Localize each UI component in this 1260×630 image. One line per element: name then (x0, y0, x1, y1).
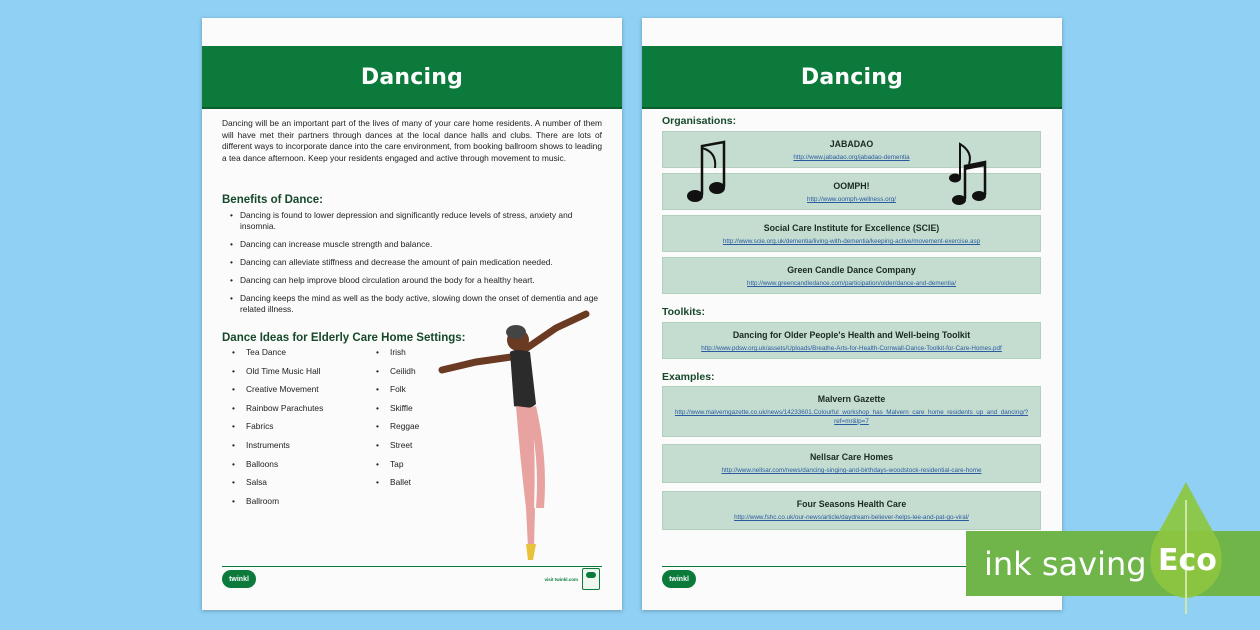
resource-title: Dancing for Older People's Health and Well-being Toolkit (732, 330, 971, 340)
list-item: • Folk (370, 384, 500, 403)
list-item: • Skiffle (370, 403, 500, 422)
list-item: • Ballroom (226, 496, 356, 515)
resource-link[interactable]: http://www.fshc.co.uk/our-news/article/daydream-believer-helps-lee-and-pat-go-viral/ (734, 514, 969, 521)
page-header (202, 46, 622, 108)
resource-link[interactable]: http://www.nellsar.com/news/dancing-singing-and-birthdays-woodstock-residential-care-home (721, 467, 982, 474)
list-item: • Dancing is found to lower depression and significantly reduce levels of stress, anxiety and insomnia. (230, 210, 600, 232)
list-item: • Dancing can increase muscle strength and balance. (230, 239, 600, 250)
examples-heading: Examples: (662, 371, 715, 383)
benefits-heading: Benefits of Dance: (222, 194, 323, 206)
resource-card (662, 386, 1041, 437)
list-item: • Dancing can help improve blood circulation around the body for a healthy heart. (230, 275, 600, 286)
list-item: • Creative Movement (226, 384, 356, 403)
accreditation-stamp-icon (582, 568, 600, 590)
resource-card (662, 215, 1041, 252)
list-item: • Reggae (370, 421, 500, 440)
list-item: • Dancing keeps the mind as well as the body active, slowing down the onset of dementia and age related illness. (230, 293, 600, 315)
list-item: • Old Time Music Hall (226, 366, 356, 385)
list-item: • Rainbow Parachutes (226, 403, 356, 422)
header-divider (642, 107, 1062, 109)
page-title: Dancing (800, 64, 904, 90)
list-item: • Salsa (226, 477, 356, 496)
resource-title: Green Candle Dance Company (787, 265, 916, 275)
page-title: Dancing (360, 64, 464, 90)
twinkl-logo: twinkl (222, 570, 256, 588)
resource-link[interactable]: http://www.pdsw.org.uk/assets/Uploads/Breathe-Arts-for-Health-Cornwall-Dance-Toolkit-for-Care-Homes.pdf (701, 345, 1002, 352)
resource-card (662, 173, 1041, 210)
intro-paragraph: Dancing will be an important part of the lives of many of your care home residents. A number of them will have met their partners through dances at the local dance halls and clubs. There are lots of different ways to incorporate dance into the care environment, from booking ballroom shows to leading a tea dance afternoon. Keep your residents engaged and active through movement to music. (222, 118, 602, 163)
footer-divider (222, 566, 602, 567)
toolkits-heading: Toolkits: (662, 306, 705, 318)
header-divider (202, 107, 622, 109)
left-page (202, 18, 622, 610)
resource-card (662, 322, 1041, 359)
resource-link[interactable]: http://www.oomph-wellness.org/ (807, 196, 896, 203)
list-item: • Tea Dance (226, 347, 356, 366)
list-item: • Instruments (226, 440, 356, 459)
page-header (642, 46, 1062, 108)
twinkl-logo: twinkl (662, 570, 696, 588)
eco-label: Eco (1158, 543, 1217, 578)
list-item: • Tap (370, 459, 500, 478)
list-item: • Balloons (226, 459, 356, 478)
resource-card (662, 131, 1041, 168)
visit-link[interactable]: visit twinkl.com (544, 577, 578, 582)
list-item: • Ceilidh (370, 366, 500, 385)
resource-card (662, 491, 1041, 530)
organisations-heading: Organisations: (662, 115, 737, 127)
list-item: • Dancing can alleviate stiffness and decrease the amount of pain medication needed. (230, 257, 600, 268)
resource-title: Malvern Gazette (817, 394, 886, 404)
resource-link[interactable]: http://www.malverngazette.co.uk/news/14233601.Colourful_workshop_has_Malvern_care_home_residents_up_and_dancing/?ref=mr&lp=7 (674, 409, 1029, 425)
resource-card (662, 257, 1041, 294)
resource-title: JABADAO (829, 139, 874, 149)
resource-link[interactable]: http://www.greencandledance.com/participation/older/dance-and-dementia/ (747, 280, 956, 287)
list-item: • Fabrics (226, 421, 356, 440)
ideas-list-col1 (226, 347, 356, 514)
ballerina-illustration (436, 308, 606, 568)
resource-title: Nellsar Care Homes (809, 452, 894, 462)
list-item: • Street (370, 440, 500, 459)
ink-saving-text: ink saving (984, 545, 1147, 583)
list-item: • Ballet (370, 477, 500, 496)
resource-link[interactable]: http://www.jabadao.org/jabadao-dementia (793, 154, 910, 161)
benefits-list (230, 210, 600, 322)
right-page (642, 18, 1062, 610)
resource-link[interactable]: http://www.scie.org.uk/dementia/living-with-dementia/keeping-active/movement-exercise.asp (722, 238, 981, 245)
resource-card (662, 444, 1041, 483)
resource-title: Social Care Institute for Excellence (SCIE) (763, 223, 940, 233)
resource-title: Four Seasons Health Care (796, 499, 907, 509)
resource-title: OOMPH! (833, 181, 870, 191)
list-item: • Irish (370, 347, 500, 366)
ideas-heading: Dance Ideas for Elderly Care Home Settings: (222, 332, 466, 344)
